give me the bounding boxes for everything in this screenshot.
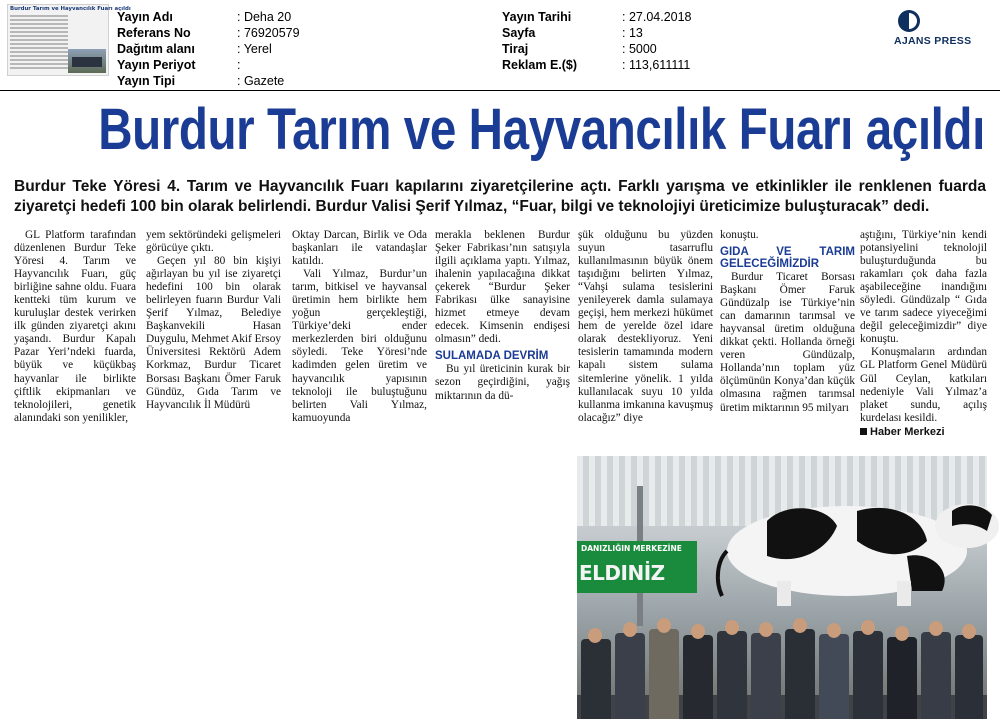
meta-row bbox=[502, 41, 692, 57]
person-head bbox=[725, 620, 739, 635]
meta-row bbox=[117, 9, 300, 25]
person bbox=[649, 629, 679, 719]
person-head bbox=[759, 622, 773, 637]
article-photo bbox=[577, 456, 987, 719]
meta-label: Yayın Periyot bbox=[117, 58, 196, 72]
person bbox=[955, 635, 983, 719]
thumbnail-text-lines bbox=[10, 15, 68, 71]
person bbox=[717, 631, 747, 719]
meta-label: Tiraj bbox=[502, 42, 529, 56]
article-column-3 bbox=[292, 229, 427, 425]
meta-row bbox=[502, 9, 692, 25]
person-head bbox=[623, 622, 637, 637]
paragraph: aştığını, Türkiye’nin kendi potansiyelini teknolojil buluşturduğunda bu rakamları çok daha fazla aşabileceğine inandığını söyledi. Gündüzalp “ Gıda ve tarım sadece yiyeceğimi değil geleceğimizdir” diye konuştu. bbox=[860, 229, 987, 346]
person-head bbox=[827, 623, 841, 638]
logo-text: AJANS PRESS bbox=[894, 35, 972, 47]
article-column-6 bbox=[720, 229, 855, 415]
ajans-press-logo bbox=[890, 10, 990, 50]
meta-row bbox=[117, 73, 300, 89]
person-head bbox=[691, 624, 705, 639]
person bbox=[785, 629, 815, 719]
photo-crowd bbox=[577, 596, 987, 719]
person bbox=[683, 635, 713, 719]
meta-row bbox=[117, 57, 300, 73]
meta-label: Referans No bbox=[117, 26, 191, 40]
paragraph: şük olduğunu bu yüzden suyun tasarruflu kullanılmasının büyük önem taşıdığını belirten Yılmaz, “Vahşi sulama tesislerini yenileyerek damla sulamaya geçişi, hem merkezi hükümet hem de yerelde özel idare olarak destekliyoruz. Yeni tesislerin tamamında modern kapalı sistem sulama sitemlerine yönelik. 1 yılda kullanılacak suyu 10 yılda kullanma imkanına kavuşmuş olacağız” diye bbox=[578, 229, 713, 424]
person-head bbox=[793, 618, 807, 633]
person bbox=[887, 637, 917, 719]
meta-value: : 5000 bbox=[622, 42, 657, 56]
person-head bbox=[929, 621, 943, 636]
paragraph: konuştu. bbox=[720, 229, 759, 241]
meta-value: : Deha 20 bbox=[237, 10, 292, 24]
paragraph: yem sektöründeki gelişmeleri görücüye çıktı. bbox=[146, 229, 281, 255]
article-column-5 bbox=[578, 229, 713, 425]
paragraph: GL Platform tarafından düzenlenen Burdur Teke Yöresi 4. Tarım ve Hayvancılık Fuarı, güç birliğine sahne oldu. Fuara kentteki tüm kurum ve kuruluşlar destek verirken ilk günden ziyaretçi akını yaşandı. Burdur Kapalı Pazar Yeri’ndeki fuarda, büyük ve küçükbaş hayvanlar ile birlikte çiftlik ekipmanları ve teknolojileri, genetik alanındaki son yenilikler, bbox=[14, 229, 136, 424]
person bbox=[853, 631, 883, 719]
person bbox=[751, 633, 781, 719]
section-heading-sulamada-devrim: SULAMADA DEVRİM bbox=[435, 350, 549, 363]
paragraph: Bu yıl üreticinin kurak bir sezon geçirdiğini, yağış miktarının da dü- bbox=[435, 363, 570, 402]
paragraph: Burdur Ticaret Borsası Başkanı Ömer Faruk Gündüzalp ise Türkiye’nin can damarının tarımsal ve hayvansal üretim olduğuna dikkat çekti. Hollanda örneği veren Gündüzalp, Hollanda’nın toplam yüz ölçümünün Konya’dan küçük olmasına rağmen tarımsal üretim miktarının 95 milyarı bbox=[720, 271, 855, 414]
meta-value: : Yerel bbox=[237, 42, 272, 56]
person bbox=[581, 639, 611, 719]
section-heading-gida-ve-tarim: GIDA VE TARIM GELECEĞİMİZDİR bbox=[720, 246, 855, 271]
meta-row bbox=[502, 25, 692, 41]
photo-banner-text-1: DANIZLIĞIN MERKEZİNE bbox=[581, 544, 682, 553]
paragraph: Geçen yıl 80 bin kişiyi ağırlayan bu yıl ise ziyaretçi hedefini 100 bin olarak belirleyen fuarın Burdur Vali Şerif Yılmaz, Belediye Başkanvekili Hasan Duygulu, Mehmet Akif Ersoy Üniversitesi Rektörü Adem Korkmaz, Burdur Ticaret Borsası Başkanı Ömer Faruk Gündüz, Gıda Tarım ve Hayvancılık İl Müdürü bbox=[146, 255, 281, 411]
publication-meta-left bbox=[117, 9, 300, 89]
meta-row bbox=[502, 57, 692, 73]
person bbox=[819, 634, 849, 719]
article-column-2 bbox=[146, 229, 281, 412]
meta-label: Yayın Adı bbox=[117, 10, 173, 24]
person-head bbox=[657, 618, 671, 633]
meta-value: : bbox=[237, 58, 241, 72]
giant-cow-sculpture bbox=[707, 481, 997, 606]
paragraph: Konuşmaların ardından GL Platform Genel Müdürü Gül Ceylan, katkıları nedeniyle Vali Yılmaz’a plaket sundu, açılış kurdelası kesildi. bbox=[860, 346, 987, 424]
meta-value: : 113,611111 bbox=[622, 58, 691, 72]
person-head bbox=[588, 628, 602, 643]
paragraph: Oktay Darcan, Birlik ve Oda başkanları ile vatandaşlar katıldı. bbox=[292, 229, 427, 268]
thumbnail-photo-crowd bbox=[72, 57, 102, 67]
meta-value: : 13 bbox=[622, 26, 643, 40]
person-head bbox=[861, 620, 875, 635]
byline-square-icon bbox=[860, 428, 867, 435]
article-column-4 bbox=[435, 229, 570, 403]
meta-value: : 27.04.2018 bbox=[622, 10, 692, 24]
page-thumbnail bbox=[7, 4, 131, 76]
byline-text: Haber Merkezi bbox=[870, 425, 945, 438]
person-head bbox=[895, 626, 909, 641]
meta-label: Dağıtım alanı bbox=[117, 42, 195, 56]
meta-row bbox=[117, 41, 300, 57]
ajans-press-logo-icon bbox=[898, 10, 920, 32]
meta-label: Reklam E.($) bbox=[502, 58, 578, 72]
meta-label: Sayfa bbox=[502, 26, 536, 40]
article-column-7 bbox=[860, 229, 987, 439]
photo-banner-text-2: ELDINİZ bbox=[579, 561, 665, 585]
byline bbox=[860, 426, 987, 439]
publication-meta-right bbox=[502, 9, 692, 73]
article-column-1 bbox=[14, 229, 136, 425]
header-divider bbox=[0, 90, 1000, 91]
meta-value: : 76920579 bbox=[237, 26, 300, 40]
person bbox=[615, 633, 645, 719]
meta-label: Yayın Tarihi bbox=[502, 10, 572, 24]
meta-row bbox=[117, 25, 300, 41]
paragraph: merakla beklenen Burdur Şeker Fabrikası’nın satışıyla ilgili açıklama yaptı. Yılmaz, ihalenin yapılacağına dikkat çekerek “Burdur Şeker Fabrikası ülke sanayisine hizmet etmeye devam edecek. Kimsenin endişesi olmasın” dedi. bbox=[435, 229, 570, 346]
paragraph: Vali Yılmaz, Burdur’un tarım, bitkisel ve hayvansal üretimin hem birlikte hem yoğun gerçekleştiği, Türkiye’deki ender merkezlerden biri olduğunu söyledi. Teke Yöresi’nde kadimden gelen üretim ve hayvancılık yapısının teknoloji ile buluştuğunu belirten Vali Yılmaz, kamuoyunda bbox=[292, 268, 427, 424]
person-head bbox=[962, 624, 976, 639]
thumbnail-title: Burdur Tarım ve Hayvancılık Fuarı açıldı bbox=[10, 6, 131, 12]
meta-value: : Gazete bbox=[237, 74, 285, 88]
article-subheadline: Burdur Teke Yöresi 4. Tarım ve Hayvancılık Fuarı kapılarını ziyaretçilerine açtı. Farklı yarışma ve etkinlikler ile renklenen fuarda ziyaretçi hedefi 100 bin olarak belirlendi. Burdur Valisi Şerif Yılmaz, “Fuar, bilgi ve teknolojiyi üreticimize buluşturacak” dedi. bbox=[14, 178, 986, 215]
article-headline: Burdur Tarım ve Hayvancılık Fuarı açıldı bbox=[98, 97, 985, 162]
person bbox=[921, 632, 951, 719]
meta-label: Yayın Tipi bbox=[117, 74, 176, 88]
